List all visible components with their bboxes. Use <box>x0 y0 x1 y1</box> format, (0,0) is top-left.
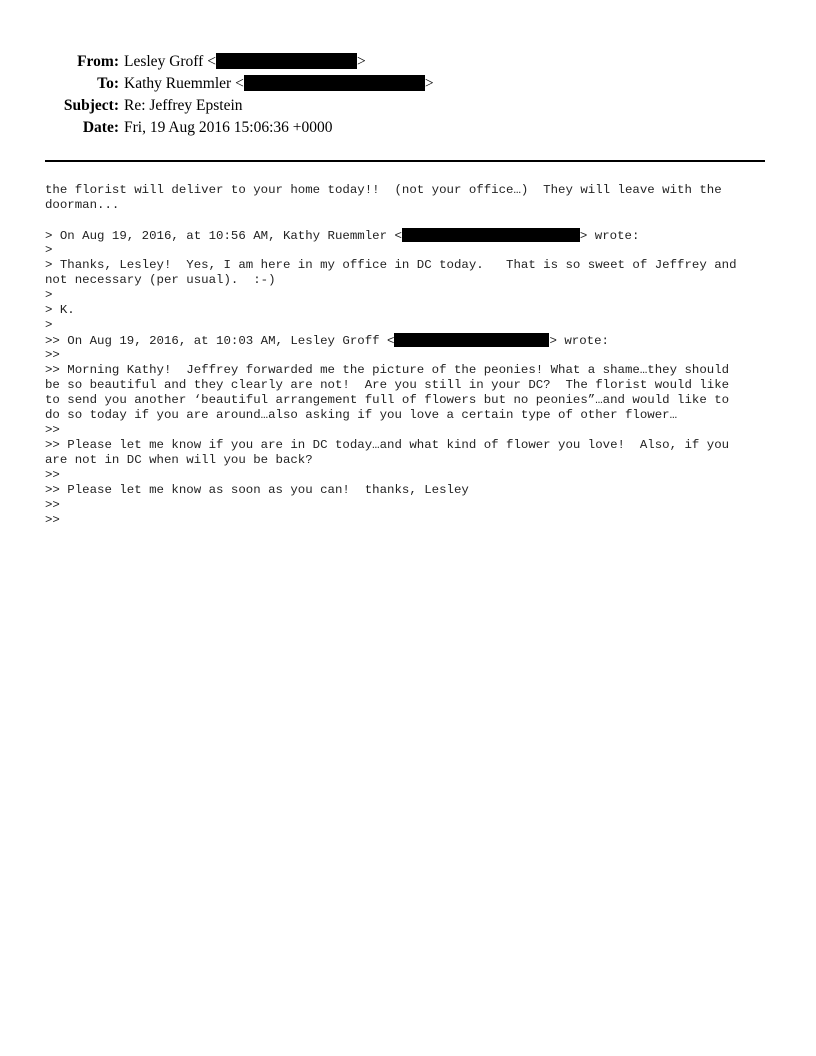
redaction-box <box>402 228 580 242</box>
from-value <box>124 53 366 71</box>
redaction-box <box>244 75 425 91</box>
body-line: >> <box>45 423 60 437</box>
body-line: to send you another ‘beautiful arrangement full of flowers but no peonies”…and would like to <box>45 393 730 407</box>
body-line: are not in DC when will you be back? <box>45 453 313 467</box>
from-row <box>0 51 816 73</box>
date-value: Fri, 19 Aug 2016 15:06:36 +0000 <box>124 119 333 136</box>
body-line: >> Please let me know as soon as you can! thanks, Lesley <box>45 483 469 497</box>
body-line: > <box>45 318 53 332</box>
body-line: >> <box>45 498 60 512</box>
from-label: From: <box>77 53 119 70</box>
body-line: >> Morning Kathy! Jeffrey forwarded me the picture of the peonies! What a shame…they should <box>45 363 730 377</box>
to-open-bracket: < <box>235 75 244 92</box>
date-label: Date: <box>82 119 119 136</box>
body-line: doorman... <box>45 198 120 212</box>
email-body <box>45 183 785 528</box>
from-close-bracket: > <box>356 53 366 70</box>
quote-header-line <box>45 228 785 243</box>
body-line: >> <box>45 513 60 527</box>
body-line: >> <box>45 348 60 362</box>
body-line <box>45 213 785 228</box>
body-line: >> Please let me know if you are in DC today…and what kind of flower you love! Also, if you <box>45 438 730 452</box>
date-row <box>0 117 816 139</box>
body-line: > <box>45 243 53 257</box>
quote-header-text: > On Aug 19, 2016, at 10:56 AM, Kathy Ruemmler < <box>45 229 402 243</box>
body-line: not necessary (per usual). :-) <box>45 273 276 287</box>
quote-header-line <box>45 333 785 348</box>
quote-header-suffix: > wrote: <box>579 229 640 243</box>
body-line: the florist will deliver to your home today!! (not your office…) They will leave with the <box>45 183 722 197</box>
body-line: >> <box>45 468 60 482</box>
redaction-box <box>216 53 357 69</box>
from-open-bracket: < <box>207 53 216 70</box>
to-value <box>124 75 434 93</box>
body-line: > K. <box>45 303 75 317</box>
to-row <box>0 73 816 95</box>
body-line: be so beautiful and they clearly are not! Are you still in your DC? The florist would like <box>45 378 730 392</box>
subject-row <box>0 95 816 117</box>
subject-value: Re: Jeffrey Epstein <box>124 97 243 114</box>
body-line: do so today if you are around…also asking if you love a certain type of other flower… <box>45 408 678 422</box>
body-line: > <box>45 288 53 302</box>
quote-header-suffix: > wrote: <box>549 334 609 348</box>
header-divider <box>45 160 765 162</box>
redaction-box <box>394 333 549 347</box>
body-line: > Thanks, Lesley! Yes, I am here in my office in DC today. That is so sweet of Jeffrey and <box>45 258 737 272</box>
quote-header-text: >> On Aug 19, 2016, at 10:03 AM, Lesley Groff < <box>45 334 395 348</box>
to-name: Kathy Ruemmler <box>124 75 232 92</box>
email-header <box>0 51 816 139</box>
to-label: To: <box>97 75 119 92</box>
to-close-bracket: > <box>424 75 434 92</box>
subject-label: Subject: <box>63 97 119 114</box>
from-name: Lesley Groff <box>124 53 204 70</box>
